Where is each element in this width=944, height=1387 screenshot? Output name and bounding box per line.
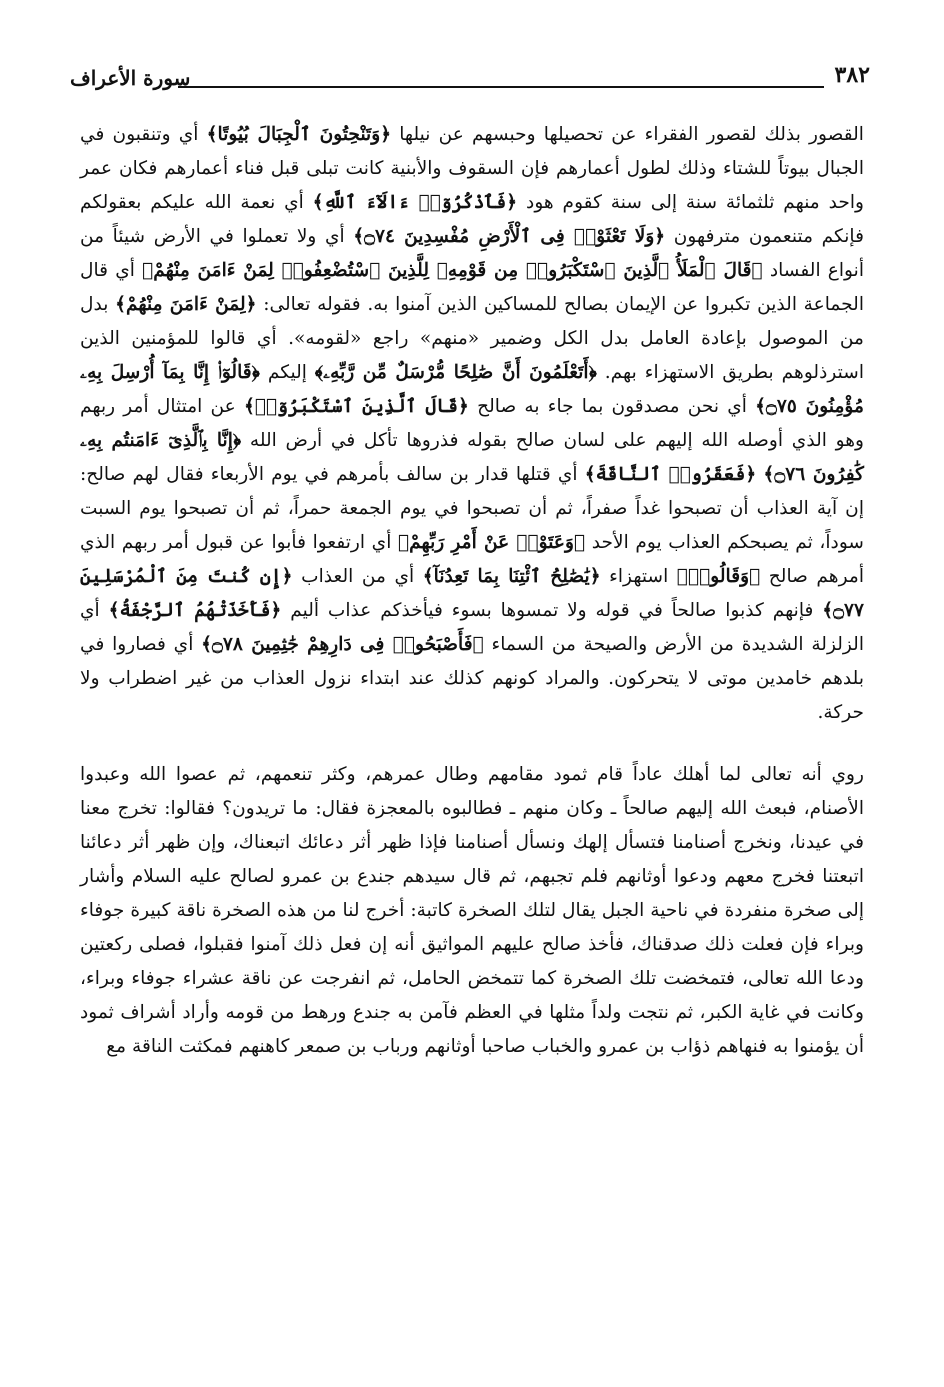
commentary-text: أي نحن مصدقون بما جاء به صالح: [468, 396, 756, 417]
commentary-text: أي ارتفعوا فأبوا عن قبول أمر ربهم الذي أمرهم صالح: [80, 532, 864, 587]
quran-verse: ﴿أَتَعْلَمُونَ أَنَّ صَٰلِحًا مُّرْسَلٌ مِّن رَّبِّهِۦ﴾: [314, 362, 597, 383]
commentary-text: استهزاء: [600, 566, 677, 587]
commentary-text: أي الزلزلة الشديدة من الأرض والصيحة من السماء: [80, 600, 864, 655]
quran-verse: ﴿فَأَصْبَحُوا۟ فِى دَارِهِمْ جَٰثِمِينَ ۝٧٨﴾: [201, 634, 484, 655]
commentary-text: إليكم: [259, 362, 315, 383]
commentary-text: أي وتنقبون في الجبال بيوتاً للشتاء وذلك لطول أعمارهم فإن السقوف والأبنية كانت تبلى قبل فناء أعمارهم فكان عمر واحد منهم ثلثمائة سنة إلى سنة كقوم هود: [80, 124, 864, 213]
header-rule: [178, 86, 824, 88]
tafsir-paragraph: [80, 118, 864, 730]
commentary-text: عن امتثال أمر ربهم وهو الذي أوصله الله إليهم على لسان صالح بقوله فذروها تأكل في أرض الله: [80, 396, 865, 451]
quran-verse: ﴿وَتَنْحِتُونَ ٱلْجِبَالَ بُيُوتًا﴾: [206, 124, 392, 145]
story-paragraph: روي أنه تعالى لما أهلك عاداً قام ثمود مقامهم وطال عمرهم، وكثر تنعمهم، ثم عصوا الله وعبدوا الأصنام، فبعث الله إليهم صالحاً ـ وكان منهم ـ فطالبوه بالمعجزة فقال: ما تريدون؟ فقالوا: تخرج معنا في عيدنا، ونخرج أصنامنا فتسأل إلهك ونسأل أصنامنا فإذا ظهر أثر دعائك اتبعناك، وإن ظهر أثر دعائنا اتبعتنا فخرج معهم ودعوا أوثانهم فلم تجبهم، ثم قال سيدهم جندع بن عمرو لصالح عليه السلام وأشار إلى صخرة منفردة في ناحية الجبل يقال لتلك الصخرة كاتبة: أخرج لنا من هذه الصخرة ناقة كبيرة جوفاء وبراء فإن فعلت ذلك صدقناك، فأخذ صالح عليهم المواثيق أنه إن فعل ذلك آمنوا فقبلوا، فصلى ركعتين ودعا الله تعالى، فتمخضت تلك الصخرة كما تتمخض الحامل، ثم انفرجت عن ناقة عشراء جوفاء وبراء، وكانت في غاية الكبر، ثم نتجت ولداً مثلها في العظم فآمن به جندع ورهط من قومه وأراد أشراف ثمود أن يؤمنوا به فنهاهم ذؤاب بن عمرو والخباب صاحبا أوثانهم ورباب بن صمعر كاهنهم فمكثت الناقة مع: [80, 764, 864, 1057]
commentary-text: أي فصاروا في بلدهم خامدين موتى لا يتحركون. والمراد كونهم كذلك عند ابتداء نزول العذاب من غير اضطراب ولا حركة.: [80, 634, 864, 723]
quran-verse: ﴿وَعَتَوْا۟ عَنْ أَمْرِ رَبِّهِمْ﴾: [397, 532, 586, 553]
commentary-text: أي نعمة الله عليكم بعقولكم فإنكم متنعمون مترفهون: [80, 192, 864, 247]
commentary-text: بدل من الموصول بإعادة العامل بدل الكل وضمير «منهم» راجع «لقومه». أي قالوا للمؤمنين الذين استرذلوهم بطريق الاستهزاء بهم.: [80, 294, 864, 383]
commentary-text: فإنهم كذبوا صالحاً في قوله ولا تمسوها بسوء فيأخذكم عذاب أليم: [281, 600, 823, 621]
page-body: [80, 118, 864, 1064]
quran-verse: ﴿فَأَخَذَتْهُمُ ٱلرَّجْفَةُ﴾: [108, 600, 282, 621]
commentary-text: أي قال الجماعة الذين تكبروا عن الإيمان بصالح للمساكين الذين آمنوا به. فقوله تعالى:: [80, 260, 864, 315]
quran-verse: ﴿فَعَقَرُوا۟ ٱلنَّاقَةَ﴾: [584, 464, 757, 485]
quran-verse: ﴿فَٱذْكُرُوٓا۟ ءَالَآءَ ٱللَّهِ﴾: [312, 192, 518, 213]
quran-verse: ﴿لِمَنْ ءَامَنَ مِنْهُمْ﴾: [115, 294, 257, 315]
quran-verse: ﴿إِنَّا بِٱلَّذِىٓ ءَامَنتُم بِهِۦ كَٰفِرُونَ ۝٧٦﴾: [80, 430, 864, 485]
quran-verse: ﴿قَالُوٓا۟ إِنَّا بِمَآ أُرْسِلَ بِهِۦ مُؤْمِنُونَ ۝٧٥﴾: [80, 362, 865, 417]
quran-verse: ﴿قَالَ ٱلْمَلَأُ ٱلَّذِينَ ٱسْتَكْبَرُوا۟ مِن قَوْمِهِۦ لِلَّذِينَ ٱسْتُضْعِفُوا۟ لِمَنْ ءَامَنَ مِنْهُمْ﴾: [142, 260, 763, 281]
quran-verse: ﴿يَٰصَٰلِحُ ٱئْتِنَا بِمَا تَعِدُنَآ﴾: [422, 566, 601, 587]
surah-title: سورة الأعراف: [70, 66, 191, 90]
page-number: ٣٨٢: [834, 62, 870, 88]
quran-verse: ﴿إِن كُنتَ مِنَ ٱلْمُرْسَلِينَ ۝٧٧﴾: [80, 566, 864, 621]
quran-verse: ﴿وَقَالُوا۟﴾: [676, 566, 761, 587]
page-header: [70, 62, 870, 102]
commentary-text: أي ولا تعملوا في الأرض شيئاً من أنواع الفساد: [80, 226, 864, 281]
quran-verse: ﴿وَلَا تَعْثَوْا۟ فِى ٱلْأَرْضِ مُفْسِدِينَ ۝٧٤﴾: [353, 226, 666, 247]
commentary-text: أي قتلها قدار بن سالف بأمرهم في يوم الأربعاء فقال لهم صالح: إن آية العذاب أن تصبحوا غداً صفراً، ثم أن تصبحوا في يوم الجمعة حمراً، ثم أن تصبحوا يوم السبت سوداً، ثم يصبحكم العذاب يوم الأحد: [80, 464, 865, 553]
quran-verse: ﴿قَالَ ٱلَّذِينَ ٱسْتَكْبَرُوٓا۟﴾: [243, 396, 469, 417]
commentary-text: أي من العذاب: [292, 566, 423, 587]
commentary-text: القصور بذلك لقصور الفقراء عن تحصيلها وحبسهم عن نيلها: [391, 124, 864, 145]
